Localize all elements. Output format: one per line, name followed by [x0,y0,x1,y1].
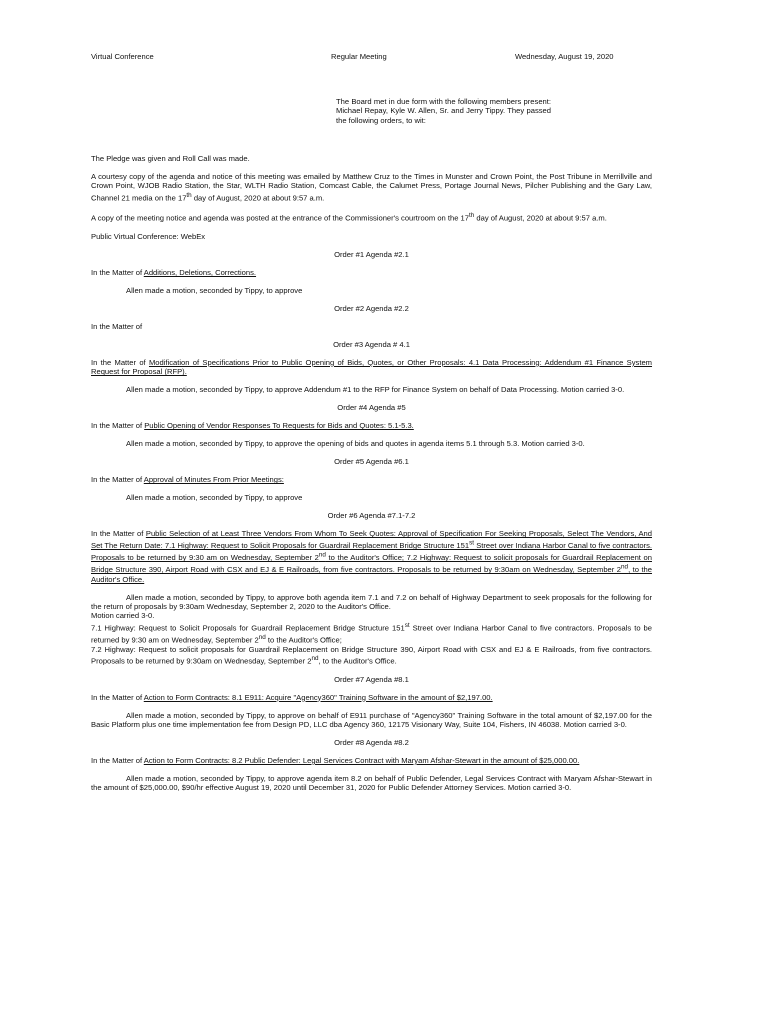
matter-prefix: In the Matter of [91,475,144,485]
order-4-motion: Allen made a motion, seconded by Tippy, to approve the opening of bids and quotes in agenda items 5.1 through 5.3. Motion carried 3-0. [126,439,585,449]
posted-paragraph [91,211,652,223]
matter-title: Action to Form Contracts: 8.1 E911: Acquire "Agency360" Training Software in the amount of $2,197.00. [143,692,493,702]
intro-paragraph: The Board met in due form with the following members present: Michael Repay, Kyle W. Allen, Sr. and Jerry Tippy. They passed the following orders, to wit: [336,97,551,125]
item-7-2: 7.2 Highway: Request to solicit proposals for Guardrail Replacement on Bridge Structure 390, Airport Road with CSX and EJ & E Railroads, from five contractors. Proposals to be returned by 9:30am on Wednesday, September 2 [91,644,652,666]
posted-text: A copy of the meeting notice and agenda was posted at the entrance of the Commissioner's courtroom on the 17 [91,213,469,223]
motion-text: Allen made a motion, seconded by Tippy, to approve both agenda item 7.1 and 7.2 on behalf of Highway Department to seek proposals for the following for the return of proposals by 9:30am Wednesday, September 2, 2020 to the Auditor's Office. [91,592,652,611]
order-6-matter [91,529,652,584]
matter-prefix: In the Matter of [91,692,144,702]
posted-text-end: day of August, 2020 at about 9:57 a.m. [474,213,607,223]
courtesy-paragraph [91,172,652,203]
order-4-matter [91,421,652,430]
matter-title: Modification of Specifications Prior to Public Opening of Bids, Quotes, or Other Proposals: 4.1 Data Processing: Addendum #1 Finance System Request for Proposal (RFP). [91,357,653,377]
motion-carried: Motion carried 3-0. [91,611,155,621]
order-8-heading: Order #8 Agenda #8.2 [334,737,409,747]
item-7-2-end: , to the Auditor's Office. [318,656,397,666]
matter-prefix: In the Matter of [91,421,145,431]
matter-part: Public Selection of at Least Three Vendors From Whom To Seek Quotes: Approval of Specification For Seeking Proposals, Select The Vendors, And Set The Return Date: 7.1 Highway: Request to Solicit Proposals for Guardrail Replacement Bridge Structure 151 [91,529,652,551]
order-5-heading: Order #5 Agenda #6.1 [334,457,409,467]
order-1-heading: Order #1 Agenda #2.1 [334,249,409,259]
matter-part: to the Auditor's Office; 7.2 Highway: Request to solicit proposals for Guardrail Replacement on Bridge Structure 390, Airport Road with CSX and EJ & E Railroads, from five contractors. Proposals to be returned by 9:30am on Wednesday, September 2 [91,553,652,575]
matter-prefix: In the Matter of [91,755,144,765]
posted-sup: th [469,212,475,220]
matter-part: Street over Indiana Harbor Canal to five contractors. Proposals to be returned by 9:30 am on Wednesday, September 2 [91,541,652,563]
courtesy-sup: th [186,191,192,199]
matter-title: Public Opening of Vendor Responses To Requests for Bids and Quotes: 5.1-5.3. [144,421,414,431]
item-sup: nd [258,633,266,641]
matter-prefix: In the Matter of [91,529,146,539]
matter-title [91,529,652,583]
order-7-matter [91,693,652,702]
item-7-1: 7.1 Highway: Request to Solicit Proposals for Guardrail Replacement Bridge Structure 151 [91,623,405,633]
item-7-1-cont: Street over Indiana Harbor Canal to five contractors. Proposals to be returned by 9:30 am on Wednesday, September 2 [91,623,653,645]
header-location: Virtual Conference [91,52,154,61]
order-2-matter: In the Matter of [91,321,143,331]
order-1-motion: Allen made a motion, seconded by Tippy, to approve [126,285,303,295]
order-8-matter [91,756,652,765]
courtesy-text-end: day of August, 2020 at about 9:57 a.m. [191,193,325,203]
order-7-heading: Order #7 Agenda #8.1 [334,674,409,684]
matter-part: , to the Auditor's Office. [91,565,652,584]
order-4-heading: Order #4 Agenda #5 [337,403,406,413]
matter-sup: st [469,539,475,547]
order-6-heading: Order #6 Agenda #7.1-7.2 [327,511,416,521]
item-7-1-end: to the Auditor's Office; [265,635,342,645]
order-3-heading: Order #3 Agenda # 4.1 [333,339,410,349]
order-7-motion: Allen made a motion, seconded by Tippy, to approve on behalf of E911 purchase of "Agency360" Training Software in the total amount of $2,197.00 for the Basic Platform plus one time implementation fee from Design PD, LLC dba Agency 360, 12175 Visionary Way, Suite 104, Fishers, IN 46038. Motion carried 3-0. [91,710,652,729]
order-2-heading: Order #2 Agenda #2.2 [334,303,409,313]
matter-prefix: In the Matter of [91,357,149,367]
matter-title: Action to Form Contracts: 8.2 Public Defender: Legal Services Contract with Maryam Afshar-Stewart in the amount of $25,000.00. [143,755,580,765]
pledge-paragraph: The Pledge was given and Roll Call was made. [91,154,250,163]
order-3-motion: Allen made a motion, seconded by Tippy, to approve Addendum #1 to the RFP for Finance System on behalf of Data Processing. Motion carried 3-0. [126,385,625,395]
order-8-motion: Allen made a motion, seconded by Tippy, to approve agenda item 8.2 on behalf of Public Defender, Legal Services Contract with Maryam Afshar-Stewart in the amount of $25,000.00, $90/hr effective August 19, 2020 until December 31, 2020 for Public Defender Attorney Services. Motion carried 3-0. [91,773,652,793]
header-date: Wednesday, August 19, 2020 [515,52,614,61]
order-1-matter [91,268,652,277]
item-sup: nd [311,655,319,662]
public-conference-line: Public Virtual Conference: WebEx [91,231,206,241]
minutes-body [91,154,652,801]
header-meeting-type: Regular Meeting [331,52,387,61]
order-5-motion: Allen made a motion, seconded by Tippy, to approve [126,493,303,503]
matter-title: Additions, Deletions, Corrections. [143,267,257,277]
item-sup: st [404,621,410,629]
matter-prefix: In the Matter of [91,267,144,277]
matter-title: Approval of Minutes From Prior Meetings: [143,475,284,485]
matter-sup: nd [621,563,629,571]
matter-sup: nd [318,551,326,559]
courtesy-text: A courtesy copy of the agenda and notice of this meeting was emailed by Matthew Cruz to the Times in Munster and Crown Point, the Post Tribune in Merrillville and Crown Point, WJOB Radio Station, the Star, WLTH Radio Station, Comcast Cable, the Calumet Press, Portage Journal News, Pilcher Publishing and the Gary Law, Channel 21 media on the 17 [91,172,652,203]
order-6-motion [91,593,652,666]
order-5-matter [91,475,652,484]
order-3-matter [91,358,652,377]
